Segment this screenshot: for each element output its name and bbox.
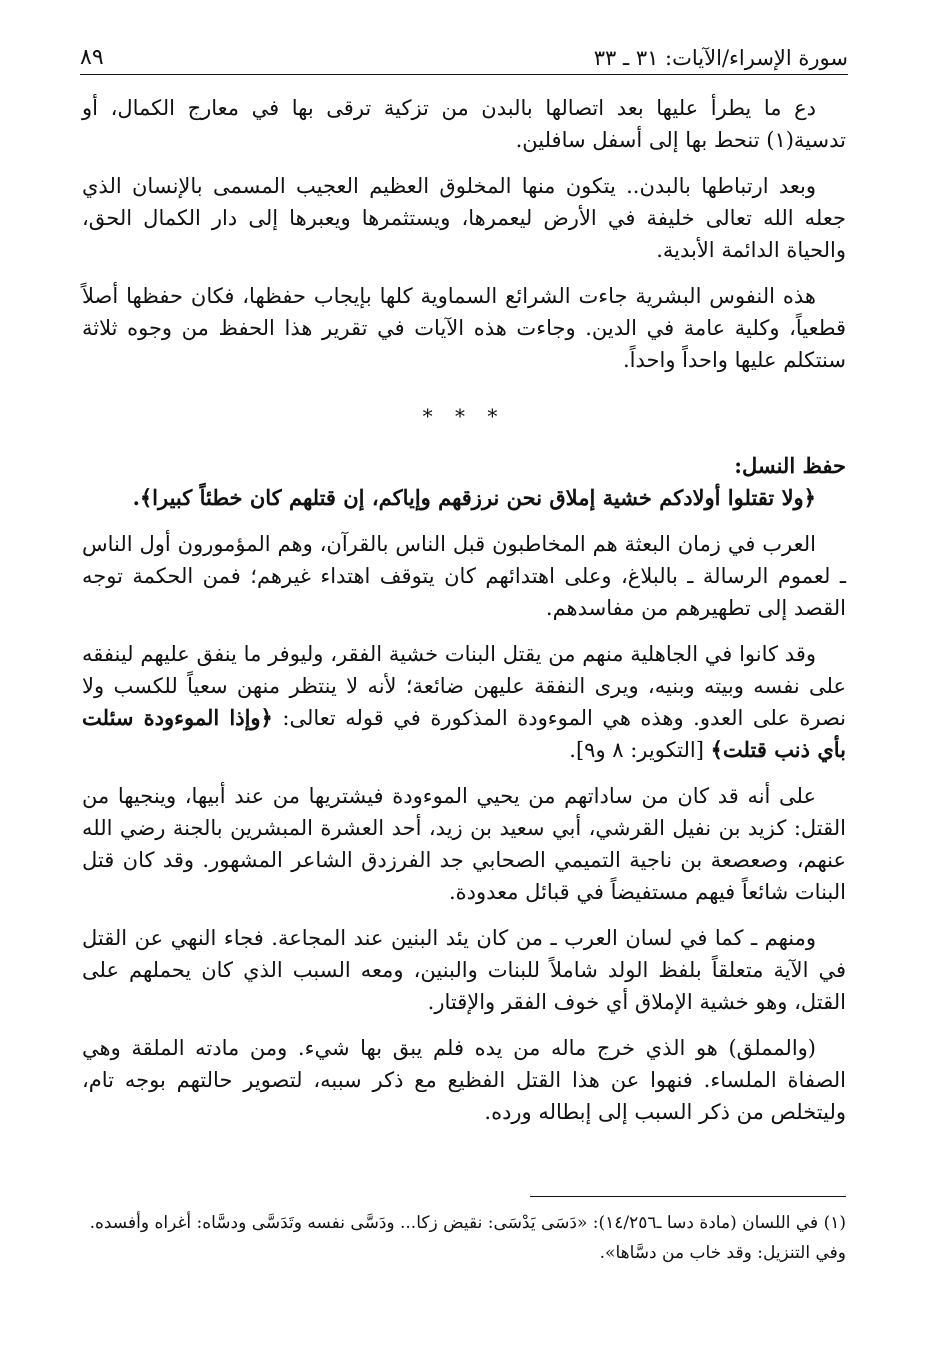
paragraph-2: وبعد ارتباطها بالبدن.. يتكون منها المخلوق العظيم العجيب المسمى بالإنسان الذي جعله الله تعالى خليفة في الأرض ليعمرها، ويستثمرها ويعبرها إلى دار الكمال الحق، والحياة الدائمة الأبدية. — [82, 174, 846, 262]
section-separator: * * * — [422, 404, 506, 428]
footnote-divider — [530, 1196, 846, 1197]
paragraph-6: على أنه قد كان من ساداتهم من يحيي الموءودة فيشتريها من عند أبيها، وينجيها من القتل: كزيد بن نفيل القرشي، أبي سعيد بن زيد، أحد العشرة المبشرين بالجنة رضي الله عنهم، وصعصعة بن ناجية التميمي الصحابي جد الفرزدق الشاعر المشهور. وقد كان قتل البنات شائعاً فيهم مستفيضاً في قبائل معدودة. — [82, 784, 846, 904]
footnote — [82, 1208, 846, 1268]
quran-verse-inline: ﴿وإذا الموءودة سئلت بأي ذنب قتلت﴾ — [82, 705, 846, 762]
paragraph-5-text: وقد كانوا في الجاهلية منهم من يقتل البنات خشية الفقر، وليوفر ما ينفق عليهم لينفقه على نفسه وبيته وبنيه، ويرى النفقة عليهن ضائعة؛ لأنه لا ينتظر منهن سعياً للكسب ولا نصرة على العدو. وهذه هي الموءودة المذكورة في قوله تعالى: — [82, 642, 846, 730]
paragraph-4: العرب في زمان البعثة هم المخاطبون قبل الناس بالقرآن، وهم المؤمورون أول الناس ـ لعموم الرسالة ـ بالبلاغ، وعلى اهتدائهم كان يتوقف اهتداء غيرهم؛ فمن الحكمة توجه القصد إلى تطهيرهم من مفاسدهم. — [82, 532, 846, 620]
paragraph-7: ومنهم ـ كما في لسان العرب ـ من كان يئد البنين عند المجاعة. فجاء النهي عن القتل في الآية متعلقاً بلفظ الولد شاملاً للبنات والبنين، ومعه السبب الذي كان يحملهم على القتل، وهو خشية الإملاق أي خوف الفقر والإقتار. — [82, 926, 846, 1014]
footnote-line-1: (١) في اللسان (مادة دسا ـ١٤/٢٥٦): «دَسَى يَدْسَى: نقيض زكا... ودَسَّى نفسه وتَدَسَّى ودسَّاه: أغراه وأفسده. — [89, 1213, 846, 1233]
paragraph-5 — [82, 638, 846, 766]
paragraph-8: (والمملق) هو الذي خرج ماله من يده فلم يبق بها شيء. ومن مادته الملقة وهي الصفاة الملساء. فنهوا عن هذا القتل الفظيع مع ذكر سببه، لتصوير حالتهم بوجه تام، وليتخلص من ذكر السبب إلى إبطاله ورده. — [82, 1036, 846, 1124]
paragraph-3: هذه النفوس البشرية جاءت الشرائع السماوية كلها بإيجاب حفظها، فكان حفظها أصلاً قطعياً، وكلية عامة في الدين. وجاءت هذه الآيات في تقرير هذا الحفظ من وجوه ثلاثة سنتكلم عليها واحداً واحداً. — [82, 284, 846, 372]
paragraph-1: دع ما يطرأ عليها بعد اتصالها بالبدن من تزكية ترقى بها في معارج الكمال، أو تدسية(١) تنحط بها إلى أسفل سافلين. — [82, 96, 846, 152]
main-text — [82, 92, 846, 1142]
surah-title: سورة الإسراء/الآيات: ٣١ ـ ٣٣ — [593, 46, 848, 70]
section-title: حفظ النسل: — [734, 453, 846, 478]
quran-verse: ﴿ولا تقتلوا أولادكم خشية إملاق نحن نرزقهم وإياكم، إن قتلهم كان خطئاً كبيرا﴾. — [132, 485, 816, 510]
running-header — [80, 30, 848, 75]
footnote-line-2: وفي التنزيل: وقد خاب من دسَّاها». — [599, 1243, 846, 1263]
page-number: ٨٩ — [80, 45, 104, 70]
verse-reference: [التكوير: ٨ و٩]. — [569, 738, 704, 762]
